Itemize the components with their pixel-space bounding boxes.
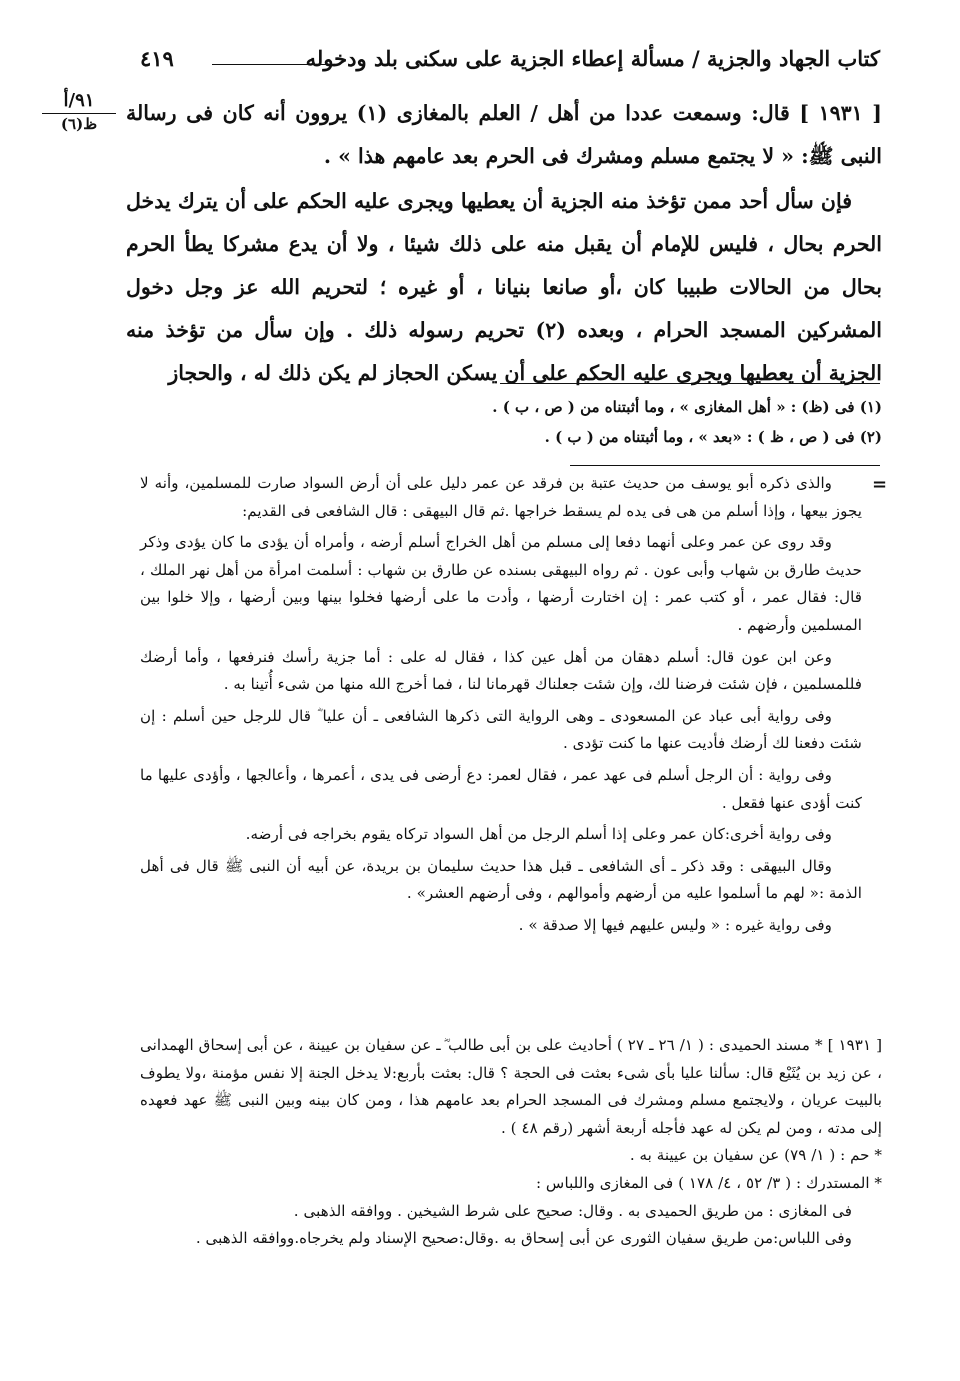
page-header [140, 46, 880, 82]
folio-divider [42, 113, 116, 114]
commentary-paragraph: والذى ذكره أبو يوسف من حديث عتبة بن فرقد عن عمر دليل على أن أرض السواد صارت للمسلمين، وأنه لا يجوز بيعها ، وإذا أسلم من هى فى يده لم يسقط خراجها .ثم قال البيهقى : قال الشافعى فى القديم: [140, 474, 862, 520]
takhrij-paragraph: وفى اللباس:من طريق سفيان الثورى عن أبى إسحاق به .وقال:صحيح الإسناد ولم يخرجاه.ووافقه الذهبى . [195, 1229, 852, 1248]
commentary-paragraph: وفى رواية أخرى:كان عمر وعلى إذا أسلم الرجل من أهل السواد تركاه يقوم بخراجه فى أرضه. [245, 825, 832, 844]
commentary-paragraph: وفى رواية : أن الرجل أسلم فى عهد عمر ، فقال لعمر: دع أرضى فى يدى ، أعمرها ، وأعالجها ، وأؤدى عليها ما كنت أؤدى عنها فقعل . [140, 765, 862, 812]
commentary-paragraph: وعن ابن عون قال: أسلم دهقان من أهل عين كذا ، فقال له على : أما جزية رأسك فنرفعها ، وأما أرضك فللمسلمين ، فإن شئت فرضنا لك، وإن شئت جعلناك قهرمانا لنا ، فما أخرج الله منها من شىء أُتينا به . [140, 647, 862, 694]
footnote: (٢) فى ( ص ، ظ ) : «بعد » ، وما أثبتناه من ( ب ) . [544, 428, 882, 446]
running-title: كتاب الجهاد والجزية / مسألة إعطاء الجزية على سكنى بلد ودخوله [305, 46, 880, 71]
hadith-takhrij [140, 1032, 882, 1253]
commentary-paragraph: وفى رواية أبى عباد عن المسعودى ـ وهى الرواية التى ذكرها الشافعى ـ أن عليا ؓ قال للرجل حين أسلم : إن شئت دفعنا لك أرضك فأديت عنها ما كنت تؤدى . [140, 706, 862, 753]
commentary-paragraph: وقال البيهقى : وقد ذكر ـ أى الشافعى ـ قبل هذا حديث سليمان بن بريدة، عن أبيه أن النبى ﷺ قال فى أهل الذمة :« لهم ما أسلموا عليه من أرضهم وأموالهم ، وفى أرضهم العشر» . [140, 856, 862, 903]
footnote: (١) فى (ظ) : « أهل المغازى » ، وما أثبتناه من ( ص ، ب ) . [492, 398, 882, 416]
header-rule [212, 64, 332, 65]
page-number: ٤١٩ [140, 46, 174, 71]
commentary-paragraph: وفى رواية غيره : « وليس عليهم فيها إلا صدقة » . [518, 915, 832, 934]
main-paragraph: فإن سأل أحد ممن تؤخذ منه الجزية أن يعطيها ويجرى عليه الحكم على أن يترك يدخل الحرم بحال ، فليس للإمام أن يقبل منه على ذلك شيئا ، ولا أن يدع مشركا يطأ الحرم بحال من الحالات طبيبا كان ،أو صانعا بنيانا ، أو غيره ؛ لتحريم الله عز وجل دخول المشركين المسجد الحرام ، وبعده (٢) تحريم رسوله ذلك . وإن سأل من تؤخذ منه الجزية أن يعطيها ويجرى عليه الحكم على أن يسكن الحجاز لم يكن ذلك له ، والحجاز [126, 189, 883, 385]
main-paragraph: [ ١٩٣١ ] قال: وسمعت عددا من أهل / العلم بالمغازى (١) يروون أنه كان فى رسالة النبى ﷺ: « لا يجتمع مسلم ومشرك فى الحرم بعد عامهم هذا » . [126, 101, 882, 168]
footnote-separator [500, 383, 880, 384]
commentary [140, 470, 862, 944]
folio-top: ٩١/أ [63, 90, 95, 111]
takhrij-paragraph: فى المغازى : من طريق الحميدى به . وقال: صحيح على شرط الشيخين . ووافقه الذهبى . [293, 1201, 852, 1220]
main-text-paragraph-2 [126, 180, 882, 395]
takhrij-paragraph: * حم : ( ١/ ٧٩) عن سفيان بن عيينة به . [629, 1146, 882, 1165]
commentary-paragraph: وقد روى عن عمر وعلى أنهما دفعا إلى مسلم من أهل الخراج أسلم أرضه ، وأمراه أن يؤدى ما كان يؤدى وذكر حديث طارق بن شهاب وأبى عون . ثم رواه البيهقى بسنده عن طارق بن شهاب : أسلمت امرأة من أهل نهر الملك ، قال: فقال عمر ، أو كتب عمر : إن اختارت أرضها ، وأدت ما على أرضها فخلوا بينها وبين أرضها ، وإلا خلوا بين المسلمين وأرضهم . [140, 533, 862, 634]
commentary-separator [570, 465, 880, 466]
main-text-paragraph-1 [126, 92, 882, 178]
continuation-mark: = [872, 474, 888, 495]
takhrij-paragraph: * المستدرك : ( ٣/ ٥٢ ، ٤/ ١٧٨ ) فى المغازى واللباس : [535, 1173, 882, 1192]
footnotes [170, 392, 882, 452]
manuscript-folio-note [36, 90, 122, 134]
folio-bottom: ظ(٦) [60, 115, 98, 133]
takhrij-paragraph: [ ١٩٣١ ] * مسند الحميدى : ( ١/ ٢٦ ـ ٢٧ ) أحاديث على بن أبى طالب ؓ ـ عن سفيان بن عيينة ، عن أبى إسحاق الهمدانى ، عن زيد بن يُثَيْع قال: سألنا عليا بأى شىء بعثت فى الحجة ؟ قال: بعثت بأربع:لا يدخل الجنة إلا نفس مؤمنة ،ولا يطوف بالبيت عريان ، ولايجتمع مسلم ومشرك فى المسجد الحرام بعد عامهم هذا ، ومن كان بينه وبين النبى ﷺ عهد فعهده إلى مدته ، ومن لم يكن له عهد فأجله أربعة أشهر (رقم ٤٨ ) . [140, 1036, 882, 1137]
